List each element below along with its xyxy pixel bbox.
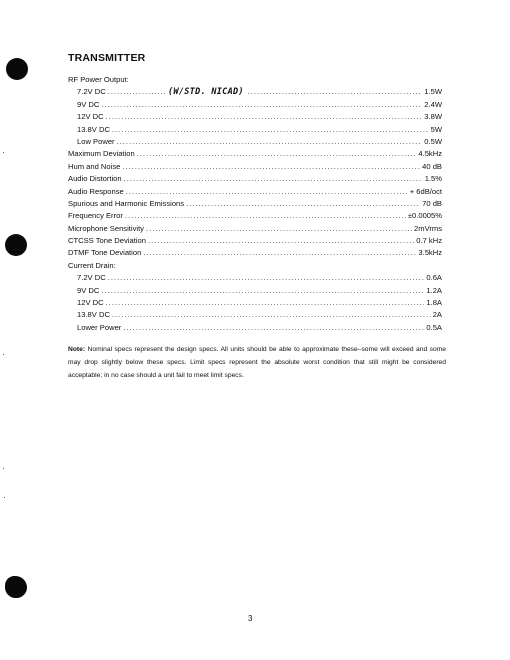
spec-row <box>68 322 442 334</box>
spec-label: Spurious and Harmonic Emissions <box>68 198 185 208</box>
leader-dots <box>186 198 420 210</box>
leader-dots <box>112 309 431 321</box>
spec-row <box>68 186 442 198</box>
spec-row <box>68 148 442 160</box>
current-drain-label: Current Drain: <box>68 260 116 270</box>
handwritten-annotation: (W/STD. NICAD) <box>168 87 244 98</box>
spec-value: 3.5kHz <box>418 248 442 258</box>
leader-dots <box>126 186 408 198</box>
binder-hole-top <box>6 58 28 80</box>
leader-dots <box>125 210 406 222</box>
rf-power-output-label-row <box>68 74 442 86</box>
spec-value: 1.5% <box>424 174 442 184</box>
spec-value: 3.8W <box>424 112 442 122</box>
spec-label: Audio Response <box>68 186 124 196</box>
current-drain-label-row <box>68 260 442 272</box>
spec-row <box>68 86 442 98</box>
spec-row <box>68 235 442 247</box>
spec-sheet <box>68 52 446 383</box>
spec-label: 12V DC <box>77 298 104 308</box>
spec-value: 0.6A <box>426 273 442 283</box>
spec-value: 2.4W <box>424 99 442 109</box>
spec-value: 5W <box>430 124 442 134</box>
spec-value: 4.5kHz <box>418 149 442 159</box>
scan-speck <box>3 152 4 153</box>
leader-dots <box>137 148 417 160</box>
spec-label: 9V DC <box>77 285 100 295</box>
leader-dots <box>117 136 423 148</box>
binder-hole-bottom <box>5 576 27 598</box>
spec-row <box>68 247 442 259</box>
spec-label: 13.8V DC <box>77 124 110 134</box>
rf-power-output-label: RF Power Output: <box>68 75 129 84</box>
spec-value: 1.5W <box>424 87 442 97</box>
spec-row <box>68 223 442 235</box>
spec-value: ±0.0005% <box>407 211 442 221</box>
spec-row <box>68 285 442 297</box>
spec-row <box>68 309 442 321</box>
spec-label: Low Power <box>77 136 115 146</box>
leader-dots <box>124 173 423 185</box>
leader-dots <box>143 247 416 259</box>
spec-label: Frequency Error <box>68 211 123 221</box>
spec-value: 0.7 kHz <box>416 236 442 246</box>
spec-row <box>68 173 442 185</box>
spec-value: 70 dB <box>422 198 442 208</box>
leader-dots <box>106 297 425 309</box>
spec-row <box>68 99 442 111</box>
spec-value: 2mVrms <box>414 223 442 233</box>
spec-label: 9V DC <box>77 99 100 109</box>
note-text: Nominal specs represent the design specs. All units should be able to approximate these–some will exceed and some may drop slightly below these specs. Limit specs represent the absolute worst condition that still might be considered acceptable; in no case should a unit fail to meet limit specs. <box>68 346 446 379</box>
spec-label: Lower Power <box>77 322 122 332</box>
leader-dots <box>108 86 423 98</box>
spec-label: Audio Distortion <box>68 174 122 184</box>
spec-label: Maximum Deviation <box>68 149 135 159</box>
binder-hole-middle <box>5 234 27 256</box>
scan-speck <box>3 354 4 355</box>
spec-label: Hum and Noise <box>68 161 121 171</box>
scan-speck <box>4 497 5 498</box>
spec-row <box>68 111 442 123</box>
spec-row <box>68 210 442 222</box>
scan-speck <box>3 468 4 469</box>
spec-value: 2A <box>432 310 442 320</box>
leader-dots <box>123 322 424 334</box>
leader-dots <box>108 272 425 284</box>
spec-row <box>68 198 442 210</box>
spec-label: Microphone Sensitivity <box>68 223 144 233</box>
spec-value: 1.2A <box>426 285 442 295</box>
spec-row <box>68 272 442 284</box>
note-label: Note: <box>68 346 86 354</box>
leader-dots <box>112 124 429 136</box>
leader-dots <box>106 111 423 123</box>
spec-label: 7.2V DC <box>77 273 106 283</box>
spec-note <box>68 344 446 382</box>
page-number: 3 <box>248 614 253 623</box>
spec-value: 1.8A <box>426 298 442 308</box>
leader-dots <box>146 223 412 235</box>
spec-row <box>68 297 442 309</box>
spec-label: 12V DC <box>77 112 104 122</box>
spec-label: DTMF Tone Deviation <box>68 248 142 258</box>
spec-label: 13.8V DC <box>77 310 110 320</box>
spec-row <box>68 161 442 173</box>
leader-dots <box>101 285 424 297</box>
spec-value: 0.5A <box>426 322 442 332</box>
leader-dots <box>101 99 422 111</box>
spec-row <box>68 124 442 136</box>
spec-value: 40 dB <box>422 161 442 171</box>
spec-row <box>68 136 442 148</box>
leader-dots <box>122 161 420 173</box>
spec-value: + 6dB/oct <box>409 186 442 196</box>
section-heading: TRANSMITTER <box>68 52 146 64</box>
spec-label: 7.2V DC <box>77 87 106 97</box>
spec-value: 0.5W <box>424 136 442 146</box>
rf-power-output-group <box>68 86 442 148</box>
leader-dots <box>148 235 414 247</box>
spec-label: CTCSS Tone Deviation <box>68 236 146 246</box>
